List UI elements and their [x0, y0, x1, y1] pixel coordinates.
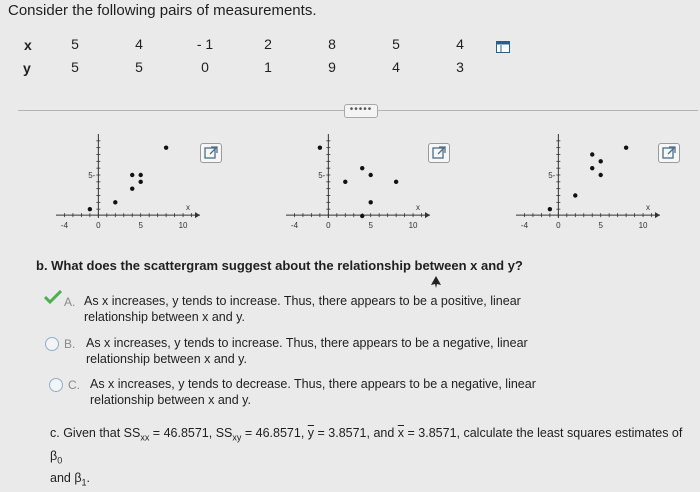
x-tick-label: 0 [326, 221, 331, 231]
mouse-cursor-icon [431, 275, 441, 293]
x-tick-label: 0 [96, 221, 101, 231]
more-button[interactable]: ••••• [344, 104, 378, 118]
scatterplot-b-svg [278, 128, 438, 238]
scatterplot-c-svg [508, 128, 668, 238]
y-value: 5 [135, 59, 143, 75]
y-value: 5 [71, 59, 79, 75]
data-point [130, 186, 134, 190]
x-axis-label: x [186, 203, 190, 213]
y-value: 4 [392, 59, 400, 75]
expand-graph-c-icon[interactable] [658, 143, 680, 163]
ssxx-value: = 46.8571, SS [149, 426, 233, 440]
x-value: 5 [392, 36, 400, 52]
data-point [369, 200, 373, 204]
data-point [599, 173, 603, 177]
y-value: 3 [456, 59, 464, 75]
x-row-label: x [24, 37, 32, 53]
ssxx-subscript: xx [140, 432, 150, 443]
x-tick-label: 5 [368, 221, 373, 231]
question-c-end: . [86, 471, 91, 485]
x-value: 4 [456, 36, 464, 52]
beta1-subscript: 1 [81, 477, 87, 488]
x-tick-label: 5 [138, 221, 143, 231]
option-c-text[interactable]: As x increases, y tends to decrease. Thus, there appears to be a negative, linear [90, 377, 536, 391]
x-axis-arrow [425, 212, 430, 218]
option-c-letter: C. [68, 378, 80, 392]
option-b-radio[interactable] [45, 337, 59, 351]
scatterplot-b[interactable] [278, 128, 438, 238]
data-point [590, 152, 594, 156]
data-point [360, 214, 364, 218]
data-point [369, 173, 373, 177]
y-value: 0 [201, 59, 209, 75]
option-a-check-icon[interactable] [44, 290, 62, 309]
x-tick-label: 0 [556, 221, 561, 231]
data-point [590, 166, 594, 170]
option-c-radio[interactable] [49, 378, 63, 392]
data-point [318, 145, 322, 149]
data-point [164, 145, 168, 149]
question-c [50, 424, 690, 492]
x-tick-label: -4 [520, 221, 529, 231]
x-tick-label: -4 [290, 221, 299, 231]
scatterplot-a[interactable] [48, 128, 208, 238]
data-point [113, 200, 117, 204]
x-tick-label: 10 [408, 221, 418, 231]
y-bar-value: = 3.8571, and [314, 426, 398, 440]
y-row-label: y [23, 60, 31, 76]
option-c-text-cont: relationship between x and y. [90, 393, 251, 407]
y-tick-label: 5- [88, 171, 96, 180]
ssxy-subscript: xy [232, 432, 242, 443]
ssxy-value: = 46.8571, [241, 426, 308, 440]
y-tick-label: 5- [318, 171, 326, 180]
option-a-text-cont: relationship between x and y. [84, 310, 245, 324]
option-b-text[interactable]: As x increases, y tends to increase. Thus, there appears to be a negative, linear [86, 336, 528, 350]
x-value: 2 [264, 36, 272, 52]
question-c-line2: and β [50, 471, 82, 485]
data-point [548, 207, 552, 211]
expand-graph-a-icon[interactable] [200, 143, 222, 163]
x-bar-value: = 3.8571, calculate the least squares estimates of β [50, 426, 683, 463]
data-point [130, 173, 134, 177]
data-point [624, 145, 628, 149]
x-value: 5 [71, 36, 79, 52]
scatterplot-c[interactable] [508, 128, 668, 238]
y-bar-symbol: $\overline{y}$ [307, 426, 315, 440]
x-tick-label: 5 [598, 221, 603, 231]
question-b: b. What does the scattergram suggest about the relationship between x and y? [36, 258, 523, 273]
data-point [88, 207, 92, 211]
question-c-prefix: c. Given that SS [50, 426, 141, 440]
data-point [573, 193, 577, 197]
copy-data-icon[interactable] [496, 40, 510, 52]
y-value: 9 [328, 59, 336, 75]
x-bar-symbol: $\overline{x}$ [397, 426, 405, 440]
x-tick-label: 10 [178, 221, 188, 231]
option-b-text-cont: relationship between x and y. [86, 352, 247, 366]
x-value: 4 [135, 36, 143, 52]
data-point [139, 180, 143, 184]
x-value: - 1 [196, 36, 214, 52]
x-axis-arrow [195, 212, 200, 218]
x-tick-label: 10 [638, 221, 648, 231]
y-value: 1 [264, 59, 272, 75]
x-axis-label: x [646, 203, 650, 213]
scatterplot-a-svg [48, 128, 208, 238]
beta0-subscript: 0 [57, 455, 63, 465]
option-a-text[interactable]: As x increases, y tends to increase. Thus, there appears to be a positive, linear [84, 294, 521, 308]
data-point [139, 173, 143, 177]
x-value: 8 [328, 36, 336, 52]
page-title: Consider the following pairs of measurements. [8, 2, 317, 19]
x-axis-arrow [655, 212, 660, 218]
option-b-letter: B. [64, 337, 76, 351]
data-point [599, 159, 603, 163]
data-point [394, 180, 398, 184]
expand-graph-b-icon[interactable] [428, 143, 450, 163]
data-point [360, 166, 364, 170]
y-tick-label: 5- [548, 171, 556, 180]
data-point [343, 180, 347, 184]
x-axis-label: x [416, 203, 420, 213]
x-tick-label: -4 [60, 221, 69, 231]
option-a-letter: A. [64, 295, 76, 309]
